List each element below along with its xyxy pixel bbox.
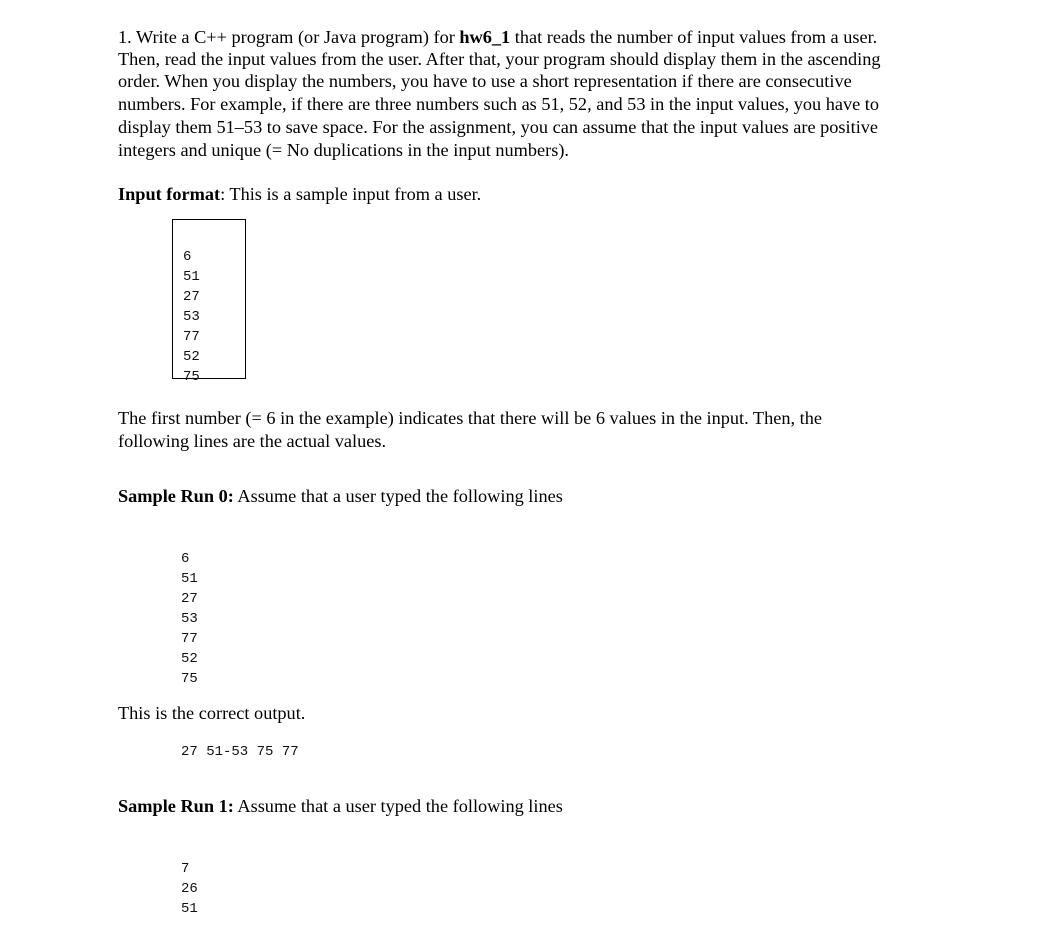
correct-output: 27 51-53 75 77 <box>181 744 299 760</box>
input-format-heading <box>118 183 481 205</box>
input-value: 77 <box>183 329 200 345</box>
input-value: 53 <box>181 611 198 627</box>
input-value: 6 <box>181 551 190 567</box>
input-value: 51 <box>183 269 200 285</box>
explain-line: The first number (= 6 in the example) indicates that there will be 6 values in the input. Then, the <box>118 408 822 428</box>
input-value: 53 <box>183 309 200 325</box>
input-format-text: : This is a sample input from a user. <box>220 184 482 204</box>
assignment-name: hw6_1 <box>459 27 511 47</box>
sample-run-1-label: Sample Run 1: <box>118 796 234 816</box>
input-format-label: Input format <box>118 184 221 204</box>
input-value: 52 <box>183 349 200 365</box>
sample-run-1-heading <box>118 795 563 817</box>
intro-text: that reads the number of input values from a user. <box>510 27 878 47</box>
explain-line: following lines are the actual values. <box>118 431 387 451</box>
input-value: 75 <box>181 671 198 687</box>
sample-run-0-text: Assume that a user typed the following lines <box>233 486 563 506</box>
correct-output-label: This is the correct output. <box>118 703 306 723</box>
input-value: 51 <box>181 571 198 587</box>
sample-run-1-text: Assume that a user typed the following lines <box>233 796 563 816</box>
intro-line <box>118 26 877 48</box>
input-value: 26 <box>181 881 198 897</box>
input-value: 27 <box>183 289 200 305</box>
intro-text: 1. Write a C++ program (or Java program) for <box>118 27 460 47</box>
sample-input-values <box>183 227 200 407</box>
input-value: 51 <box>181 901 198 917</box>
input-value: 75 <box>183 369 200 385</box>
intro-line: order. When you display the numbers, you have to use a short representation if there are consecutive <box>118 71 852 91</box>
sample-run-0-values <box>181 529 198 709</box>
input-value: 6 <box>183 249 192 265</box>
intro-line: display them 51–53 to save space. For the assignment, you can assume that the input values are positive <box>118 117 879 137</box>
intro-line: numbers. For example, if there are three numbers such as 51, 52, and 53 in the input values, you have to <box>118 94 880 114</box>
input-value: 52 <box>181 651 198 667</box>
sample-run-1-values <box>181 839 198 939</box>
intro-line: Then, read the input values from the user. After that, your program should display them in the ascending <box>118 49 881 69</box>
input-value: 27 <box>181 591 198 607</box>
input-value: 77 <box>181 631 198 647</box>
input-value: 7 <box>181 861 190 877</box>
intro-line: integers and unique (= No duplications in the input numbers). <box>118 140 570 160</box>
sample-run-0-heading <box>118 485 563 507</box>
sample-run-0-label: Sample Run 0: <box>118 486 234 506</box>
